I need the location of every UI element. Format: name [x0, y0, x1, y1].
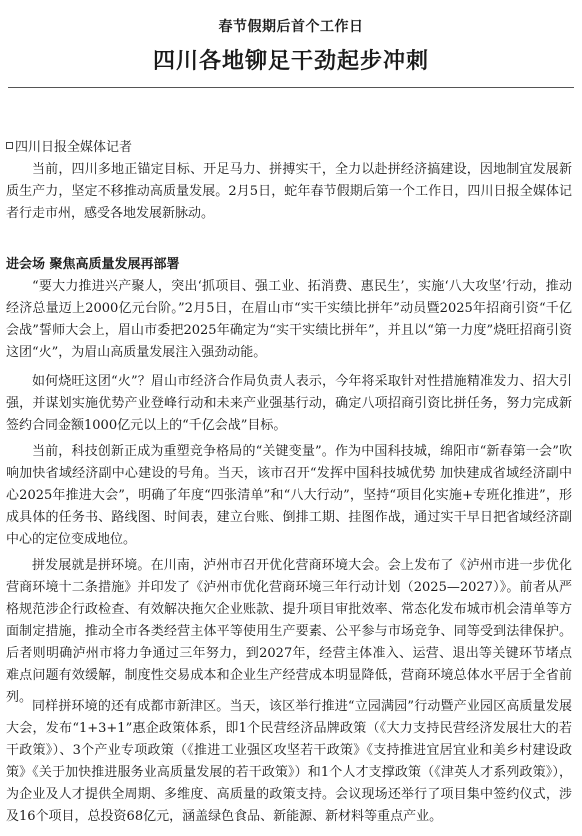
body-paragraph-1: “要大力推进兴产聚人，突出‘抓项目、强工业、拓消费、惠民生’，实施‘八大攻坚’行动，推动经济总量迈上2000亿元台阶。”2月5日，在眉山市“实干实绩比拼年”动员暨2025年招商引资“千亿会战”誓师大会上，眉山市委把2025年确定为“实干实绩比拼年”，并且以“第一力度”烧旺招商引资这团“火”，为眉山高质量发展注入强劲动能。: [6, 279, 572, 360]
lead-paragraph: 当前，四川多地正锚定目标、开足马力、拼搏实干，全力以赴拼经济搞建设，因地制宜发展新质生产力，坚定不移推动高质量发展。2月5日，蛇年春节假期后第一个工作日，四川日报全媒体记者行走市州，感受各地发展新脉动。: [6, 162, 572, 221]
headline-divider: [8, 87, 574, 88]
section-heading: 进会场 聚焦高质量发展再部署: [6, 257, 180, 272]
body-paragraph-5: 同样拼环境的还有成都市新津区。当天，该区举行推进“立园满园”行动暨产业园区高质量发展大会，发布“1+3+1”惠企政策体系，即1个民营经济品牌政策（《大力支持民营经济发展壮大的若干政策》）、3个产业专项政策（《推进工业强区攻坚若干政策》《支持推进宜居宜业和美乡村建设政策》《关于加快推进服务业高质量发展的若干政策》）和1个人才支撑政策（《津英人才系列政策》），为企业及人才提供全周期、多维度、高质量的政策支持。会议现场还举行了项目集中签约仪式，涉及16个项目，总投资68亿元，涵盖绿色食品、新能源、新材料等重点产业。: [6, 699, 572, 824]
byline-text: 四川日报全媒体记者: [15, 140, 133, 155]
body-paragraph-4: 拼发展就是拼环境。在川南，泸州市召开优化营商环境大会。会上发布了《泸州市进一步优化营商环境十二条措施》并印发了《泸州市优化营商环境三年行动计划（2025—2027）》。前者从严格规范涉企行政检查、有效解决拖欠企业账款、提升项目审批效率、常态化发布城市机会清单等方面制定措施，推动全市各类经营主体平等使用生产要素、公平参与市场竞争、同等受到法律保护。后者则明确泸州市将力争通过三年努力，到2027年，经营主体准入、运营、退出等关键环节堵点难点问题有效缓解，制度性交易成本和企业生产经营成本明显降低，营商环境总体水平居于全省前列。: [6, 558, 572, 705]
article-byline: [6, 137, 132, 159]
body-paragraph-2: 如何烧旺这团“火”？眉山市经济合作局负责人表示，今年将采取针对性措施精准发力、招大引强，并谋划实施优势产业登峰行动和未来产业强基行动，确定八项招商引资比拼任务，努力完成新签约合同金额1000亿元以上的“千亿会战”目标。: [6, 374, 572, 433]
article-kicker: 春节假期后首个工作日: [218, 19, 364, 35]
article-headline: 四川各地铆足干劲起步冲刺: [152, 49, 429, 74]
body-paragraph-3: 当前，科技创新正成为重塑竞争格局的“关键变量”。作为中国科技城，绵阳市“新春第一会”吹响加快省域经济副中心建设的号角。当天，该市召开“发挥中国科技城优势 加快建成省域经济副中心2025年推进大会”，明确了年度“四张清单”和“八大行动”，坚持“项目化实施+专班化推进”，形成具体的任务书、路线图、时间表，建立台账、倒排工期、挂图作战，通过实干早日把省域经济副中心的定位变成地位。: [6, 444, 572, 547]
byline-square-icon: [6, 142, 13, 149]
